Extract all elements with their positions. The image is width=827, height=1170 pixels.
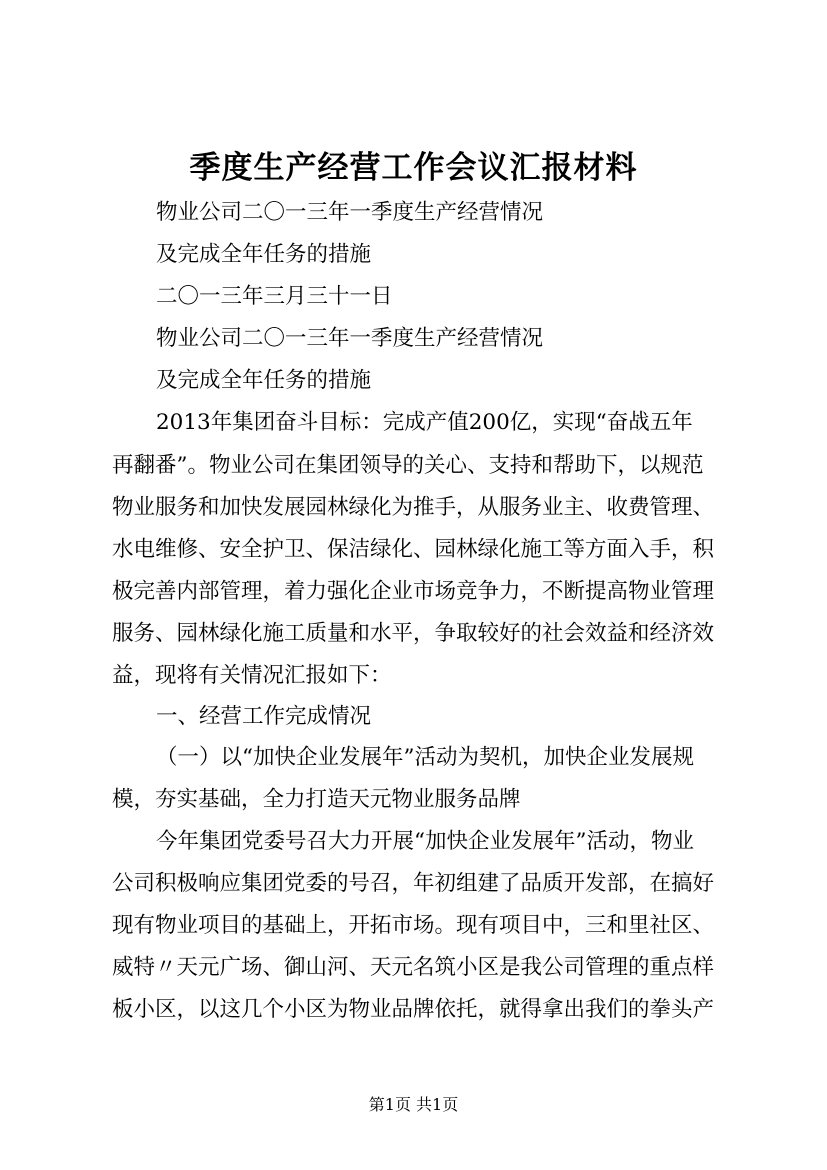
text-line: 今年集团党委号召大力开展“加快企业发展年”活动，物业	[156, 829, 694, 854]
section-heading: 一、经营工作完成情况	[156, 704, 372, 729]
page-number-footer: 第1页 共1页	[368, 1095, 459, 1114]
document-title: 季度生产经营工作会议汇报材料	[189, 150, 638, 186]
text-line: 极完善内部管理，着力强化企业市场竞争力，不断提高物业管理	[112, 579, 715, 604]
text-line: 威特〃天元广场、御山河、天元名筑小区是我公司管理的重点样	[112, 955, 715, 980]
text-line: 水电维修、安全护卫、保洁绿化、园林绿化施工等方面入手，积	[112, 537, 715, 562]
text-line: 服务、园林绿化施工质量和水平，争取较好的社会效益和经济效	[112, 621, 715, 646]
text-line: 二〇一三年三月三十一日	[156, 284, 393, 309]
text-line: 公司积极响应集团党委的号召，年初组建了品质开发部，在搞好	[112, 871, 715, 896]
subsection-heading: （一）以“加快企业发展年”活动为契机，加快企业发展规	[156, 745, 694, 770]
text-line: 现有物业项目的基础上，开拓市场。现有项目中，三和里社区、	[112, 913, 715, 938]
subsection-heading: 模，夯实基础，全力打造天元物业服务品牌	[112, 787, 521, 812]
text-line: 再翻番”。物业公司在集团领导的关心、支持和帮助下，以规范	[112, 453, 704, 478]
text-line: 2013年集团奋斗目标：完成产值200亿，实现“奋战五年	[156, 410, 693, 435]
text-line: 物业公司二〇一三年一季度生产经营情况	[156, 200, 544, 225]
text-line: 益，现将有关情况汇报如下：	[112, 663, 392, 688]
text-line: 物业服务和加快发展园林绿化为推手，从服务业主、收费管理、	[112, 495, 715, 520]
text-line: 板小区，以这几个小区为物业品牌依托，就得拿出我们的拳头产	[112, 997, 715, 1022]
text-line: 物业公司二〇一三年一季度生产经营情况	[156, 326, 544, 351]
text-line: 及完成全年任务的措施	[156, 242, 372, 267]
text-line: 及完成全年任务的措施	[156, 368, 372, 393]
